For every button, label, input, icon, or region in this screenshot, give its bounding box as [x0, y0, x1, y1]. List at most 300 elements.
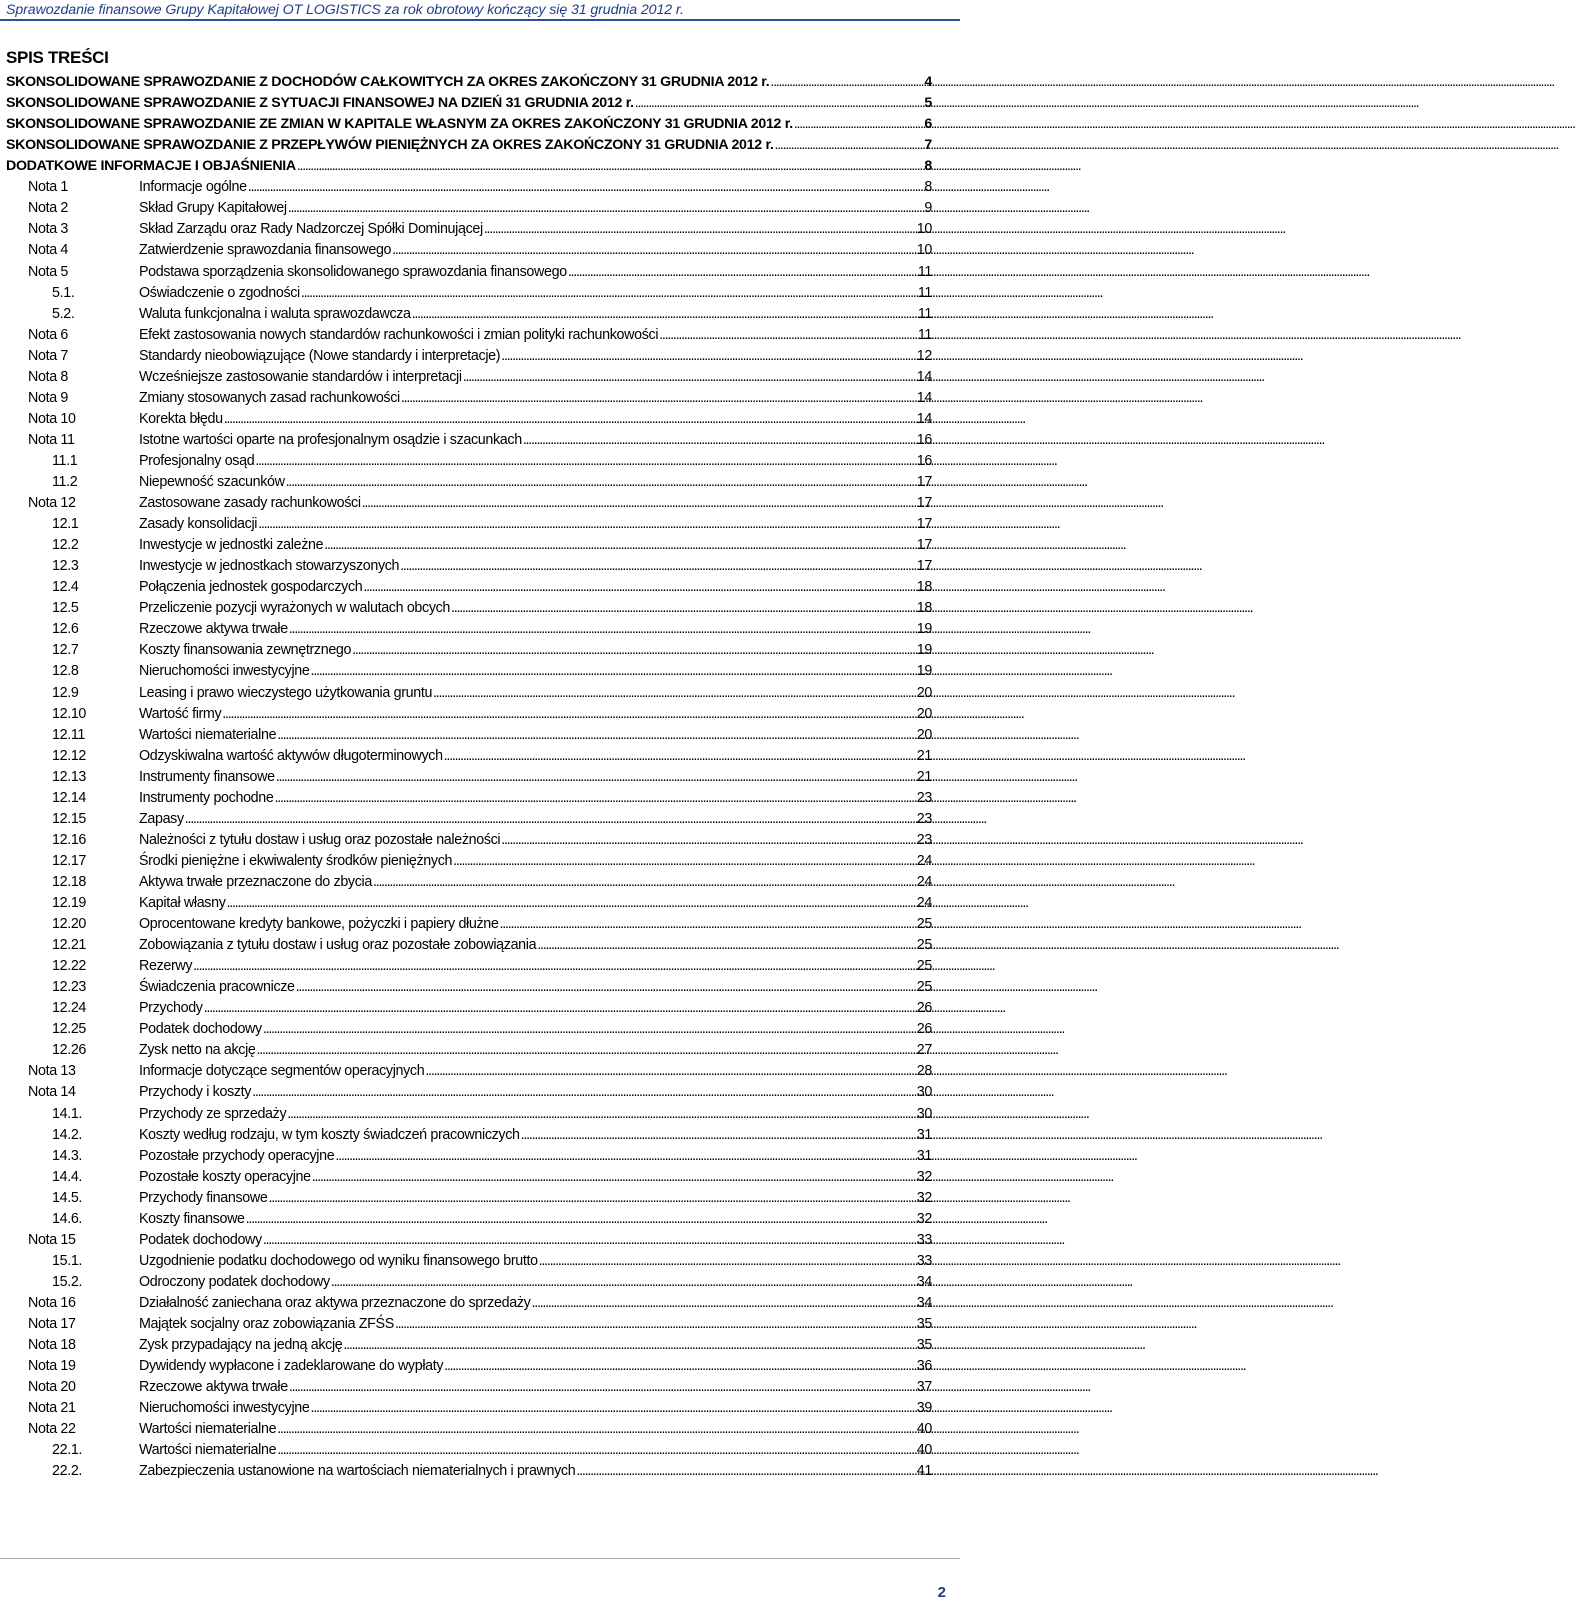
toc-dot-leader	[224, 411, 916, 427]
toc-entry-page: 18	[916, 579, 932, 596]
toc-entry-label: Połączenia jednostek gospodarczych	[139, 579, 363, 596]
toc-entry-page: 11	[917, 305, 932, 322]
footer-divider	[0, 1558, 960, 1559]
toc-entry-label: Rzeczowe aktywa trwałe	[139, 1379, 288, 1396]
toc-dot-leader	[501, 348, 916, 364]
toc-entry-label: Koszty finansowe	[139, 1210, 245, 1227]
toc-entry-label: Informacje ogólne	[139, 179, 247, 196]
toc-entry-number: 14.4.	[52, 1168, 83, 1185]
toc-entry-page: 17	[916, 495, 932, 511]
toc-entry-page: 14	[916, 389, 932, 406]
toc-subentry[interactable]	[6, 1169, 932, 1191]
toc-dot-leader	[185, 811, 916, 827]
toc-subentry[interactable]	[6, 1274, 932, 1296]
toc-entry-page: 4	[924, 74, 932, 90]
toc-entry-label: Wartość firmy	[139, 705, 222, 722]
toc-entry-number: 12.26	[52, 1042, 87, 1059]
toc-entry-label: SKONSOLIDOWANE SPRAWOZDANIE Z SYTUACJI FINANSOWEJ NA DZIEŃ 31 GRUDNIA 2012 r.	[6, 95, 634, 111]
toc-entry-number: 12.14	[52, 789, 87, 806]
toc-entry-number: Nota 19	[28, 1358, 76, 1374]
toc-dot-leader	[425, 1063, 915, 1079]
toc-entry-number: 12.12	[52, 747, 87, 764]
toc-entry-number: 22.1.	[52, 1442, 83, 1459]
toc-dot-leader	[286, 474, 916, 490]
toc-entry-number: 12.19	[52, 895, 87, 911]
toc-entry-page: 11	[917, 263, 932, 280]
toc-subentry[interactable]	[6, 453, 932, 475]
toc-dot-leader	[274, 790, 915, 806]
toc-entry-number: 14.1.	[52, 1105, 83, 1122]
toc-entry-page: 14	[916, 410, 932, 427]
toc-entry-label: Leasing i prawo wieczystego użytkowania gruntu	[139, 684, 433, 701]
toc-note-entry[interactable]	[6, 264, 932, 286]
toc-entry-number: 12.11	[52, 726, 85, 743]
toc-dot-leader	[252, 1084, 916, 1100]
toc-entry-number: 12.3	[52, 558, 79, 575]
toc-entry-page: 33	[916, 1252, 932, 1269]
toc-entry-label: Przychody	[139, 1000, 203, 1017]
toc-entry-label: Wartości niematerialne	[139, 726, 277, 743]
toc-dot-leader	[433, 685, 916, 701]
toc-entry-page: 17	[916, 516, 932, 532]
toc-entry-label: Przychody ze sprzedaży	[139, 1105, 287, 1122]
toc-entry-page: 34	[916, 1273, 932, 1290]
toc-dot-leader	[255, 453, 915, 469]
toc-entry-label: Instrumenty pochodne	[139, 789, 274, 806]
toc-entry-page: 37	[916, 1379, 932, 1396]
toc-subentry[interactable]	[6, 1211, 932, 1233]
toc-dot-leader	[794, 116, 924, 132]
toc-entry-label: Zabezpieczenia ustanowione na wartościach niematerialnych i prawnych	[139, 1463, 576, 1480]
toc-entry-label: Rzeczowe aktywa trwałe	[139, 621, 288, 638]
toc-title: SPIS TREŚCI	[6, 48, 109, 67]
toc-note-entry[interactable]	[6, 1232, 932, 1254]
toc-entry-number: Nota 18	[28, 1337, 76, 1353]
toc-entry-label: Zasady konsolidacji	[139, 516, 258, 532]
toc-note-entry[interactable]	[6, 179, 932, 201]
toc-entry-label: Zatwierdzenie sprawozdania finansowego	[139, 242, 392, 259]
toc-dot-leader	[331, 1274, 916, 1290]
toc-entry-page: 26	[916, 1000, 932, 1017]
toc-entry-number: 5.1.	[52, 284, 75, 301]
toc-dot-leader	[363, 579, 915, 595]
toc-entry-page: 32	[916, 1210, 932, 1227]
toc-subentry[interactable]	[6, 874, 932, 896]
toc-dot-leader	[444, 748, 916, 764]
toc-entry-page: 24	[916, 895, 932, 911]
toc-entry-number: 12.5	[52, 600, 79, 617]
toc-note-entry[interactable]	[6, 348, 932, 370]
toc-dot-leader	[276, 769, 916, 785]
toc-subentry[interactable]	[6, 811, 932, 833]
toc-entry-page: 25	[916, 979, 932, 996]
toc-dot-leader	[463, 369, 916, 385]
toc-entry-number: 22.2.	[52, 1463, 83, 1480]
toc-subentry[interactable]	[6, 1442, 932, 1464]
toc-entry-label: Aktywa trwałe przeznaczone do zbycia	[139, 873, 372, 890]
toc-note-entry[interactable]	[6, 327, 932, 349]
toc-entry-number: 12.4	[52, 579, 79, 596]
toc-dot-leader	[310, 663, 915, 679]
toc-entry-number: 12.22	[52, 958, 87, 975]
toc-entry-page: 12	[916, 347, 932, 364]
toc-entry-number: 15.2.	[52, 1273, 83, 1290]
toc-subentry[interactable]	[6, 306, 932, 328]
toc-entry-label: Przychody finansowe	[139, 1189, 268, 1206]
toc-entry-page: 20	[916, 684, 932, 701]
toc-main-entry[interactable]	[6, 158, 932, 180]
toc-entry-number: 14.2.	[52, 1126, 83, 1143]
toc-entry-number: 12.16	[52, 831, 87, 848]
toc-entry-page: 20	[916, 726, 932, 743]
toc-entry-label: Zobowiązania z tytułu dostaw i usług oraz pozostałe zobowiązania	[139, 937, 537, 954]
toc-dot-leader	[257, 1042, 916, 1058]
toc-entry-label: Waluta funkcjonalna i waluta sprawozdawcza	[139, 305, 411, 322]
toc-entry-label: Skład Zarządu oraz Rady Nadzorczej Spółki Dominującej	[139, 221, 483, 238]
toc-entry-number: 12.23	[52, 979, 87, 996]
toc-entry-number: Nota 5	[28, 263, 69, 280]
toc-subentry[interactable]	[6, 853, 932, 875]
toc-dot-leader	[289, 621, 916, 637]
toc-entry-page: 18	[916, 600, 932, 617]
toc-entry-number: 12.1	[52, 516, 79, 532]
toc-entry-label: Wartości niematerialne	[139, 1442, 277, 1459]
toc-dot-leader	[289, 1379, 916, 1395]
toc-entry-number: 12.20	[52, 916, 87, 932]
toc-entry-number: Nota 10	[28, 410, 76, 427]
toc-entry-number: 12.9	[52, 684, 79, 701]
toc-dot-leader	[568, 264, 917, 280]
toc-note-entry[interactable]	[6, 1379, 932, 1401]
toc-dot-leader	[301, 285, 917, 301]
toc-main-entry[interactable]	[6, 95, 932, 117]
toc-entry-label: Uzgodnienie podatku dochodowego od wyniku finansowego brutto	[139, 1252, 538, 1269]
toc-entry-number: Nota 11	[28, 431, 75, 448]
toc-subentry[interactable]	[6, 285, 932, 307]
toc-dot-leader	[312, 1169, 916, 1185]
toc-entry-number: Nota 12	[28, 495, 76, 511]
toc-entry-page: 32	[916, 1189, 932, 1206]
toc-entry-label: Standardy nieobowiązujące (Nowe standardy i interpretacje)	[139, 347, 501, 364]
toc-entry-label: Oświadczenie o zgodności	[139, 284, 300, 301]
toc-entry-number: 12.17	[52, 852, 87, 869]
toc-entry-label: Zastosowane zasady rachunkowości	[139, 495, 361, 511]
toc-subentry[interactable]	[6, 1042, 932, 1064]
toc-entry-page: 31	[916, 1147, 932, 1164]
header-divider	[0, 19, 960, 21]
toc-entry-page: 23	[916, 789, 932, 806]
toc-entry-number: 12.8	[52, 663, 79, 680]
toc-note-entry[interactable]	[6, 1337, 932, 1359]
toc-note-entry[interactable]	[6, 411, 932, 433]
toc-note-entry[interactable]	[6, 200, 932, 222]
toc-entry-page: 39	[916, 1400, 932, 1417]
toc-subentry[interactable]	[6, 748, 932, 770]
toc-dot-leader	[296, 979, 916, 995]
toc-entry-page: 36	[916, 1358, 932, 1374]
toc-subentry[interactable]	[6, 579, 932, 601]
toc-dot-leader	[373, 874, 916, 890]
toc-entry-page: 17	[916, 558, 932, 575]
toc-dot-leader	[451, 600, 916, 616]
toc-note-entry[interactable]	[6, 1084, 932, 1106]
toc-dot-leader	[352, 642, 916, 658]
toc-entry-label: Dywidendy wypłacone i zadeklarowane do wypłaty	[139, 1358, 444, 1374]
toc-entry-number: 12.2	[52, 537, 79, 554]
toc-entry-number: 15.1.	[52, 1252, 83, 1269]
toc-subentry[interactable]	[6, 1021, 932, 1043]
toc-entry-page: 24	[916, 873, 932, 890]
toc-main-entry[interactable]	[6, 116, 932, 138]
toc-subentry[interactable]	[6, 1000, 932, 1022]
toc-entry-page: 6	[924, 116, 932, 133]
toc-dot-leader	[277, 1421, 916, 1437]
toc-entry-page: 30	[916, 1084, 932, 1101]
toc-entry-page: 20	[916, 705, 932, 722]
toc-dot-leader	[392, 242, 916, 258]
toc-main-entry[interactable]	[6, 74, 932, 96]
toc-dot-leader	[227, 895, 916, 911]
toc-dot-leader	[531, 1295, 915, 1311]
toc-subentry[interactable]	[6, 769, 932, 791]
toc-subentry[interactable]	[6, 474, 932, 496]
toc-main-entry[interactable]	[6, 137, 932, 159]
toc-subentry[interactable]	[6, 537, 932, 559]
toc-entry-page: 17	[916, 537, 932, 554]
toc-dot-leader	[501, 832, 916, 848]
toc-dot-leader	[222, 706, 916, 722]
toc-entry-number: 14.3.	[52, 1147, 83, 1164]
toc-entry-label: Kapitał własny	[139, 895, 226, 911]
toc-dot-leader	[248, 179, 924, 195]
toc-entry-label: Rezerwy	[139, 958, 193, 975]
toc-entry-label: Zysk netto na akcję	[139, 1042, 256, 1059]
toc-subentry[interactable]	[6, 621, 932, 643]
toc-entry-page: 14	[916, 368, 932, 385]
toc-entry-label: Profesjonalny osąd	[139, 452, 255, 469]
toc-dot-leader	[204, 1000, 916, 1016]
toc-entry-label: Zapasy	[139, 810, 184, 827]
toc-entry-label: DODATKOWE INFORMACJE I OBJAŚNIENIA	[6, 158, 296, 175]
toc-note-entry[interactable]	[6, 390, 932, 412]
toc-entry-number: 12.24	[52, 1000, 87, 1017]
toc-dot-leader	[400, 558, 916, 574]
toc-entry-label: Podatek dochodowy	[139, 1021, 262, 1038]
toc-entry-page: 31	[916, 1126, 932, 1143]
toc-subentry[interactable]	[6, 1253, 932, 1275]
toc-entry-number: 12.6	[52, 621, 79, 638]
toc-note-entry[interactable]	[6, 242, 932, 264]
toc-entry-label: Wartości niematerialne	[139, 1421, 277, 1438]
toc-entry-number: 11.1	[52, 452, 78, 469]
toc-dot-leader	[277, 727, 916, 743]
toc-dot-leader	[412, 306, 917, 322]
toc-entry-label: Przeliczenie pozycji wyrażonych w walutach obcych	[139, 600, 451, 617]
page-number: 2	[937, 1584, 946, 1601]
toc-dot-leader	[310, 1400, 915, 1416]
toc-subentry[interactable]	[6, 958, 932, 980]
toc-dot-leader	[539, 1253, 916, 1269]
toc-dot-leader	[401, 390, 916, 406]
toc-entry-label: Instrumenty finansowe	[139, 768, 275, 785]
toc-entry-label: SKONSOLIDOWANE SPRAWOZDANIE Z DOCHODÓW CAŁKOWITYCH ZA OKRES ZAKOŃCZONY 31 GRUDNIA 2012 r.	[6, 74, 770, 90]
toc-entry-label: Odroczony podatek dochodowy	[139, 1273, 330, 1290]
toc-entry-number: 14.6.	[52, 1210, 83, 1227]
toc-entry-page: 11	[917, 284, 932, 301]
toc-entry-label: SKONSOLIDOWANE SPRAWOZDANIE Z PRZEPŁYWÓW PIENIĘŻNYCH ZA OKRES ZAKOŃCZONY 31 GRUDNIA 2012 r.	[6, 137, 774, 154]
toc-entry-page: 23	[916, 810, 932, 827]
toc-entry-label: Podatek dochodowy	[139, 1231, 262, 1248]
toc-entry-number: Nota 16	[28, 1294, 76, 1311]
toc-entry-page: 33	[916, 1231, 932, 1248]
toc-subentry[interactable]	[6, 706, 932, 728]
toc-entry-number: 12.25	[52, 1021, 87, 1038]
toc-entry-label: Należności z tytułu dostaw i usług oraz pozostałe należności	[139, 831, 501, 848]
toc-entry-number: 12.13	[52, 768, 87, 785]
toc-subentry[interactable]	[6, 1190, 932, 1212]
toc-entry-page: 27	[916, 1042, 932, 1059]
toc-subentry[interactable]	[6, 895, 932, 917]
toc-note-entry[interactable]	[6, 1295, 932, 1317]
toc-entry-number: Nota 3	[28, 221, 69, 238]
toc-entry-number: Nota 13	[28, 1063, 76, 1080]
toc-entry-page: 10	[916, 242, 932, 259]
toc-entry-page: 24	[916, 852, 932, 869]
toc-entry-page: 25	[916, 916, 932, 932]
toc-entry-number: Nota 7	[28, 347, 69, 364]
toc-entry-label: Podstawa sporządzenia skonsolidowanego sprawozdania finansowego	[139, 263, 567, 280]
toc-entry-label: Pozostałe koszty operacyjne	[139, 1168, 311, 1185]
toc-note-entry[interactable]	[6, 1358, 932, 1380]
toc-dot-leader	[268, 1190, 915, 1206]
toc-dot-leader	[335, 1148, 915, 1164]
toc-entry-label: SKONSOLIDOWANE SPRAWOZDANIE ZE ZMIAN W KAPITALE WŁASNYM ZA OKRES ZAKOŃCZONY 31 GRUDNIA 2012 r.	[6, 116, 793, 133]
toc-subentry[interactable]	[6, 916, 932, 938]
toc-entry-label: Środki pieniężne i ekwiwalenty środków pieniężnych	[139, 852, 453, 869]
toc-entry-number: 5.2.	[52, 305, 75, 322]
toc-entry-number: Nota 17	[28, 1316, 76, 1332]
toc-entry-page: 8	[924, 158, 932, 175]
toc-subentry[interactable]	[6, 1127, 932, 1149]
toc-entry-number: Nota 14	[28, 1084, 76, 1101]
toc-dot-leader	[523, 432, 916, 448]
toc-entry-label: Skład Grupy Kapitałowej	[139, 200, 287, 217]
toc-subentry[interactable]	[6, 663, 932, 685]
toc-entry-label: Działalność zaniechana oraz aktywa przeznaczone do sprzedaży	[139, 1294, 531, 1311]
toc-entry-number: Nota 21	[28, 1400, 76, 1417]
toc-entry-page: 40	[916, 1442, 932, 1459]
toc-subentry[interactable]	[6, 937, 932, 959]
toc-entry-number: 12.21	[52, 937, 87, 954]
toc-dot-leader	[343, 1337, 915, 1353]
toc-entry-page: 5	[924, 95, 932, 111]
toc-dot-leader	[395, 1316, 916, 1332]
toc-entry-label: Świadczenia pracownicze	[139, 979, 295, 996]
toc-dot-leader	[277, 1442, 916, 1458]
toc-entry-number: 11.2	[52, 473, 78, 490]
toc-entry-number: Nota 6	[28, 326, 69, 343]
toc-subentry[interactable]	[6, 685, 932, 707]
toc-entry-number: Nota 2	[28, 200, 69, 217]
toc-dot-leader	[775, 137, 924, 153]
toc-subentry[interactable]	[6, 516, 932, 538]
toc-entry-page: 34	[916, 1294, 932, 1311]
toc-subentry[interactable]	[6, 727, 932, 749]
toc-entry-page: 10	[916, 221, 932, 238]
toc-entry-page: 21	[916, 747, 932, 764]
toc-note-entry[interactable]	[6, 221, 932, 243]
toc-subentry[interactable]	[6, 558, 932, 580]
toc-note-entry[interactable]	[6, 1316, 932, 1338]
toc-dot-leader	[288, 200, 924, 216]
toc-entry-number: Nota 9	[28, 389, 69, 406]
toc-entry-page: 16	[916, 431, 932, 448]
toc-entry-label: Efekt zastosowania nowych standardów rachunkowości i zmian polityki rachunkowości	[139, 326, 659, 343]
toc-entry-label: Nieruchomości inwestycyjne	[139, 1400, 310, 1417]
toc-entry-page: 32	[916, 1168, 932, 1185]
toc-dot-leader	[287, 1106, 916, 1122]
toc-entry-number: Nota 4	[28, 242, 69, 259]
toc-entry-label: Zysk przypadający na jedną akcję	[139, 1337, 343, 1353]
toc-dot-leader	[499, 916, 915, 932]
toc-dot-leader	[770, 74, 923, 90]
page-header	[0, 0, 960, 22]
toc-entry-number: 12.18	[52, 873, 87, 890]
toc-entry-page: 9	[924, 200, 932, 217]
toc-entry-label: Istotne wartości oparte na profesjonalnym osądzie i szacunkach	[139, 431, 522, 448]
toc-entry-page: 19	[916, 621, 932, 638]
toc-entry-label: Przychody i koszty	[139, 1084, 252, 1101]
toc-note-entry[interactable]	[6, 495, 932, 517]
toc-entry-page: 7	[924, 137, 932, 154]
toc-subentry[interactable]	[6, 1106, 932, 1128]
toc-subentry[interactable]	[6, 600, 932, 622]
toc-dot-leader	[635, 95, 924, 111]
toc-note-entry[interactable]	[6, 1063, 932, 1085]
toc-dot-leader	[362, 495, 916, 511]
toc-note-entry[interactable]	[6, 1400, 932, 1422]
toc-subentry[interactable]	[6, 1463, 932, 1485]
toc-entry-label: Koszty według rodzaju, w tym koszty świadczeń pracowniczych	[139, 1126, 520, 1143]
toc-subentry[interactable]	[6, 1148, 932, 1170]
toc-dot-leader	[659, 327, 917, 343]
toc-dot-leader	[258, 516, 916, 532]
toc-subentry[interactable]	[6, 790, 932, 812]
toc-entry-label: Wcześniejsze zastosowanie standardów i interpretacji	[139, 368, 462, 385]
toc-subentry[interactable]	[6, 642, 932, 664]
toc-entry-page: 19	[916, 642, 932, 659]
toc-entry-page: 11	[917, 326, 932, 343]
toc-entry-page: 25	[916, 958, 932, 975]
toc-entry-label: Pozostałe przychody operacyjne	[139, 1147, 335, 1164]
toc-dot-leader	[537, 937, 916, 953]
toc-entry-page: 23	[916, 831, 932, 848]
toc-dot-leader	[193, 958, 916, 974]
toc-note-entry[interactable]	[6, 1421, 932, 1443]
toc-dot-leader	[297, 158, 924, 174]
toc-note-entry[interactable]	[6, 369, 932, 391]
toc-entry-page: 8	[924, 179, 932, 196]
toc-note-entry[interactable]	[6, 432, 932, 454]
toc-entry-page: 26	[916, 1021, 932, 1038]
toc-entry-page: 19	[916, 663, 932, 680]
toc-subentry[interactable]	[6, 979, 932, 1001]
toc-entry-label: Korekta błędu	[139, 410, 223, 427]
toc-entry-number: Nota 15	[28, 1231, 76, 1248]
toc-entry-number: Nota 20	[28, 1379, 76, 1396]
toc-entry-number: Nota 1	[28, 179, 69, 196]
toc-subentry[interactable]	[6, 832, 932, 854]
